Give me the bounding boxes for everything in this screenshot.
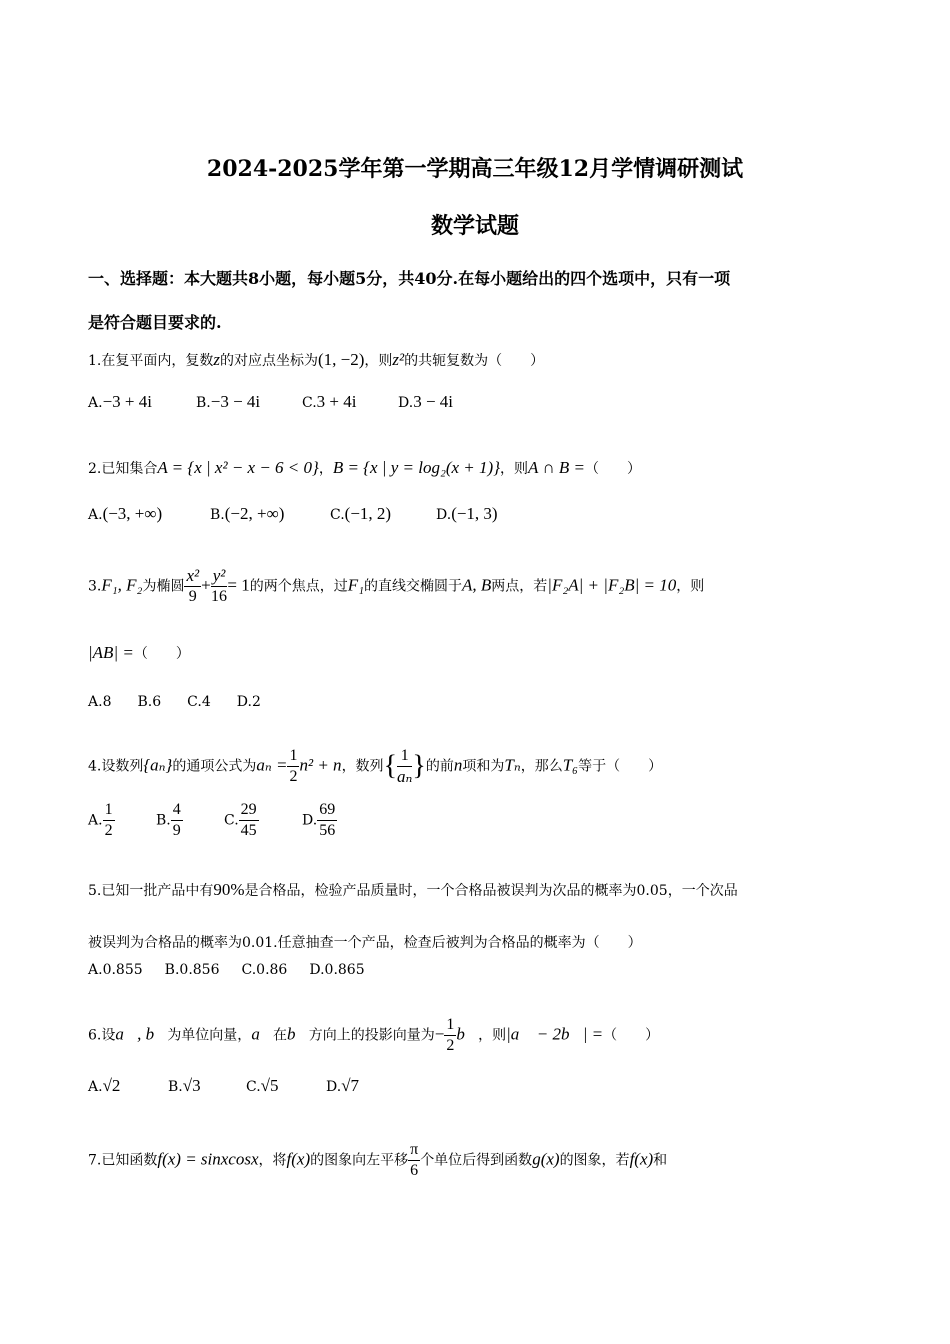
q2-option-a: A.(−3, +∞) — [88, 504, 163, 523]
question-3: 3.F₁, F₂为椭圆 $\frac{\text{x²}}{9}$ + $\frac{\text{y²}}{16}$ = 1的两个焦点，过F₁的直线交椭圆于A, B两点，若|F₂A| + |F₂B| = 10，则 — [88, 566, 705, 605]
question-5: 5.已知一批产品中有90%是合格品，检验产品质量时，一个合格品被误判为次品的概率为0.05，一个次品 — [88, 880, 738, 899]
q2-expr: A ∩ B = — [528, 458, 585, 477]
q3-frac-x: $\frac{\text{x²}}{9}$ — [186, 566, 200, 605]
q2-option-c: C.(−1, 2) — [330, 504, 392, 523]
q4-option-d: D. $\frac{69}{56}$ — [302, 801, 336, 839]
q1-option-c: C.3 + 4i — [302, 392, 357, 411]
q4-frac-half: $\frac{1}{2}$ — [289, 747, 298, 785]
q6-option-d: D.√7 — [326, 1076, 360, 1095]
question-5-line2: 被误判为合格品的概率为0.01.任意抽查一个产品，检查后被判为合格品的概率为（ ） — [88, 935, 642, 951]
q2-set-a: A = {x | x² − x − 6 < 0} — [157, 458, 319, 477]
q2-option-d: D.(−1, 3) — [436, 504, 498, 523]
q1-z2: z² — [392, 350, 405, 369]
q4-frac-inv: $\frac{1}{\text{aₙ}}$ — [397, 747, 413, 786]
q1-coord: (1, −2) — [317, 350, 365, 369]
q3-condition: |F₂A| + |F₂B| = 10 — [547, 575, 677, 595]
q6-ask: |a⃗ − 2b⃗| = — [506, 1024, 604, 1044]
q1-option-d: D.3 − 4i — [398, 392, 453, 411]
q1-option-b: B.−3 − 4i — [196, 392, 261, 411]
q1-text: 1.在复平面内，复数 — [88, 353, 214, 369]
q2-set-b: B = {x | y = log₂(x + 1)} — [332, 458, 500, 477]
q6-option-c: C.√5 — [246, 1076, 279, 1095]
q3-ask: |AB| =（ ） — [88, 643, 190, 662]
page-title: 2024-2025学年第一学期高三年级12月学情调研测试 — [206, 156, 744, 182]
q6-option-b: B.√3 — [168, 1076, 201, 1095]
q3-frac-y: $\frac{\text{y²}}{16}$ — [211, 566, 228, 605]
section-heading-line2: 是符合题目要求的. — [88, 313, 222, 332]
q1-z: z — [213, 350, 220, 369]
question-1 — [88, 350, 544, 370]
q3-foci: F₁, F₂ — [101, 575, 143, 595]
question-7: 7.已知函数f(x) = sinxcosx，将f(x)的图象向左平移 $\frac{\pi}{6}$ 个单位后得到函数g(x)的图象，若f(x)和 — [88, 1141, 668, 1179]
q4-option-b: B. $\frac{4}{9}$ — [156, 801, 181, 839]
question-6: 6.设a⃗, b⃗为单位向量，a⃗在b⃗方向上的投影向量为− $\frac{1}{2}$ b⃗，则|a⃗ − 2b⃗| =（ ） — [88, 1016, 660, 1054]
section-heading-line1: 一、选择题：本大题共8小题，每小题5分，共40分.在每小题给出的四个选项中，只有一项 — [88, 269, 731, 288]
q3-options: A.8 B.6 C.4 D.2 — [88, 694, 261, 710]
q4-option-c: C. $\frac{29}{45}$ — [224, 801, 257, 839]
question-4: 4.设数列{aₙ}的通项公式为aₙ = $\frac{1}{2}$ n² + n，数列{ $\frac{1}{\text{aₙ}}$ }的前n项和为Tₙ，那么T₆等于（ ） — [88, 747, 663, 786]
question-2: 2.已知集合A = {x | x² − x − 6 < 0}，B = {x | y = log₂(x + 1)}，则A ∩ B =（ ） — [88, 458, 641, 477]
q5-options: A.0.855 B.0.856 C.0.86 D.0.865 — [88, 962, 365, 978]
q1-text: 的共轭复数为（ ） — [404, 353, 545, 369]
q4-option-a: A. $\frac{1}{2}$ — [88, 801, 113, 839]
q1-option-a: A.−3 + 4i — [88, 392, 152, 411]
q1-text: 的对应点坐标为 — [219, 353, 318, 369]
page-subtitle: 数学试题 — [430, 213, 519, 239]
q1-text: ，则 — [364, 353, 393, 369]
q6-option-a: A.√2 — [88, 1076, 121, 1095]
q2-option-b: B.(−2, +∞) — [210, 504, 285, 523]
